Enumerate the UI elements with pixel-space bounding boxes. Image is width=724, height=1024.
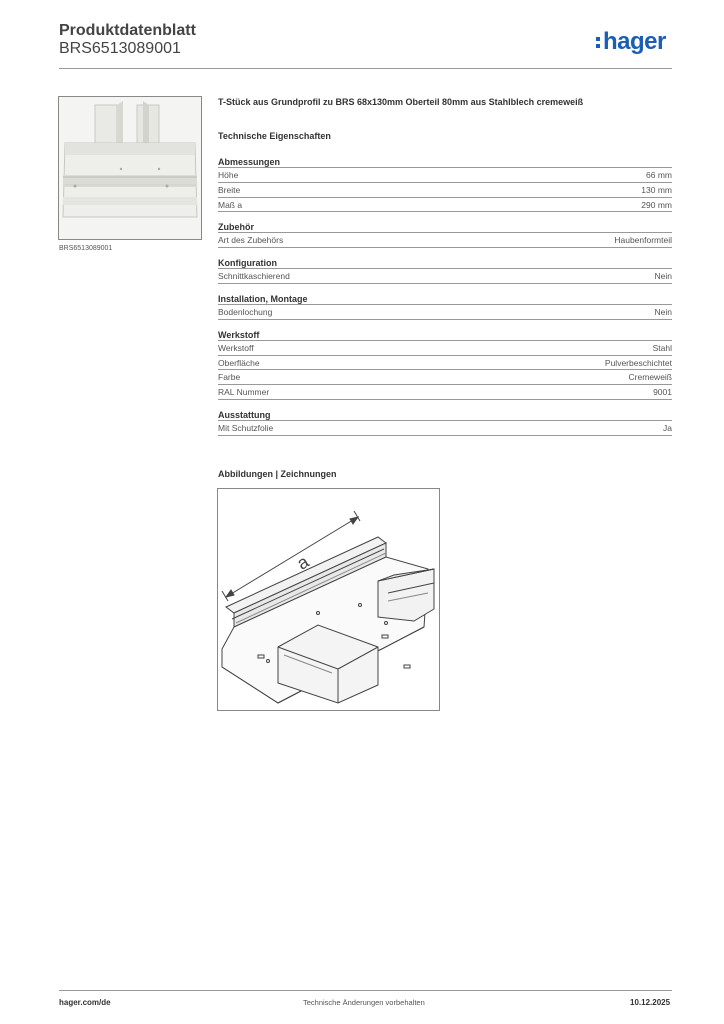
spec-group-title: Installation, Montage bbox=[218, 293, 672, 305]
spec-label: Bodenlochung bbox=[218, 306, 273, 317]
spec-group-installation bbox=[218, 293, 672, 320]
spec-row bbox=[218, 305, 672, 320]
spec-label: Breite bbox=[218, 184, 241, 195]
technical-drawing-image bbox=[218, 489, 439, 710]
spec-label: Schnittkaschierend bbox=[218, 271, 290, 282]
spec-group-dimensions bbox=[218, 156, 672, 212]
spec-row bbox=[218, 356, 672, 371]
spec-row bbox=[218, 168, 672, 183]
spec-label: Farbe bbox=[218, 372, 241, 383]
spec-row bbox=[218, 370, 672, 385]
document-title: Produktdatenblatt bbox=[59, 22, 196, 39]
spec-label: Art des Zubehörs bbox=[218, 235, 284, 246]
spec-value: Cremeweiß bbox=[628, 372, 672, 383]
spec-group-accessory bbox=[218, 221, 672, 248]
spec-group-title: Konfiguration bbox=[218, 257, 672, 269]
spec-row bbox=[218, 183, 672, 198]
logo-dots-icon bbox=[596, 34, 601, 51]
spec-group-equipment bbox=[218, 409, 672, 436]
spec-label: Oberfläche bbox=[218, 357, 260, 368]
product-title: T-Stück aus Grundprofil zu BRS 68x130mm Oberteil 80mm aus Stahlblech cremeweiß bbox=[218, 97, 584, 107]
spec-group-title: Zubehör bbox=[218, 221, 672, 233]
spec-value: Pulverbeschichtet bbox=[604, 357, 672, 368]
spec-group-title: Ausstattung bbox=[218, 409, 672, 421]
spec-group-material bbox=[218, 329, 672, 400]
spec-label: RAL Nummer bbox=[218, 387, 270, 398]
logo-text: hager bbox=[603, 28, 666, 55]
figures-heading: Abbildungen | Zeichnungen bbox=[218, 469, 337, 479]
product-photo-image bbox=[59, 97, 201, 239]
dimension-label-a: a bbox=[293, 551, 313, 574]
spec-value: 66 mm bbox=[646, 170, 672, 180]
spec-value: 130 mm bbox=[641, 184, 672, 195]
technical-drawing bbox=[217, 488, 440, 711]
spec-label: Werkstoff bbox=[218, 342, 254, 353]
spec-row bbox=[218, 198, 672, 213]
technical-properties-heading: Technische Eigenschaften bbox=[218, 131, 331, 141]
spec-value: Haubenformteil bbox=[614, 235, 672, 246]
spec-value: 290 mm bbox=[641, 199, 672, 210]
footer-website: hager.com/de bbox=[59, 998, 111, 1007]
spec-value: Nein bbox=[654, 271, 672, 282]
spec-value: Nein bbox=[654, 306, 672, 317]
spec-row bbox=[218, 269, 672, 284]
spec-label: Mit Schutzfolie bbox=[218, 422, 274, 433]
footer-note: Technische Änderungen vorbehalten bbox=[303, 998, 425, 1007]
spec-group-configuration bbox=[218, 257, 672, 284]
spec-row bbox=[218, 385, 672, 400]
spec-row bbox=[218, 421, 672, 436]
product-photo bbox=[58, 96, 202, 240]
article-number: BRS6513089001 bbox=[59, 40, 181, 57]
footer-date: 10.12.2025 bbox=[630, 998, 671, 1007]
specifications bbox=[218, 156, 672, 445]
spec-value: Stahl bbox=[652, 342, 672, 353]
hager-logo bbox=[596, 28, 666, 56]
spec-group-title: Abmessungen bbox=[218, 156, 672, 168]
spec-label: Höhe bbox=[218, 170, 239, 180]
spec-value: 9001 bbox=[653, 387, 672, 398]
spec-value: Ja bbox=[663, 422, 672, 433]
spec-label: Maß a bbox=[218, 199, 243, 210]
spec-row bbox=[218, 341, 672, 356]
footer-divider bbox=[59, 990, 672, 991]
header-divider bbox=[59, 68, 672, 69]
spec-row bbox=[218, 233, 672, 248]
photo-caption: BRS6513089001 bbox=[59, 245, 113, 252]
spec-group-title: Werkstoff bbox=[218, 329, 672, 341]
